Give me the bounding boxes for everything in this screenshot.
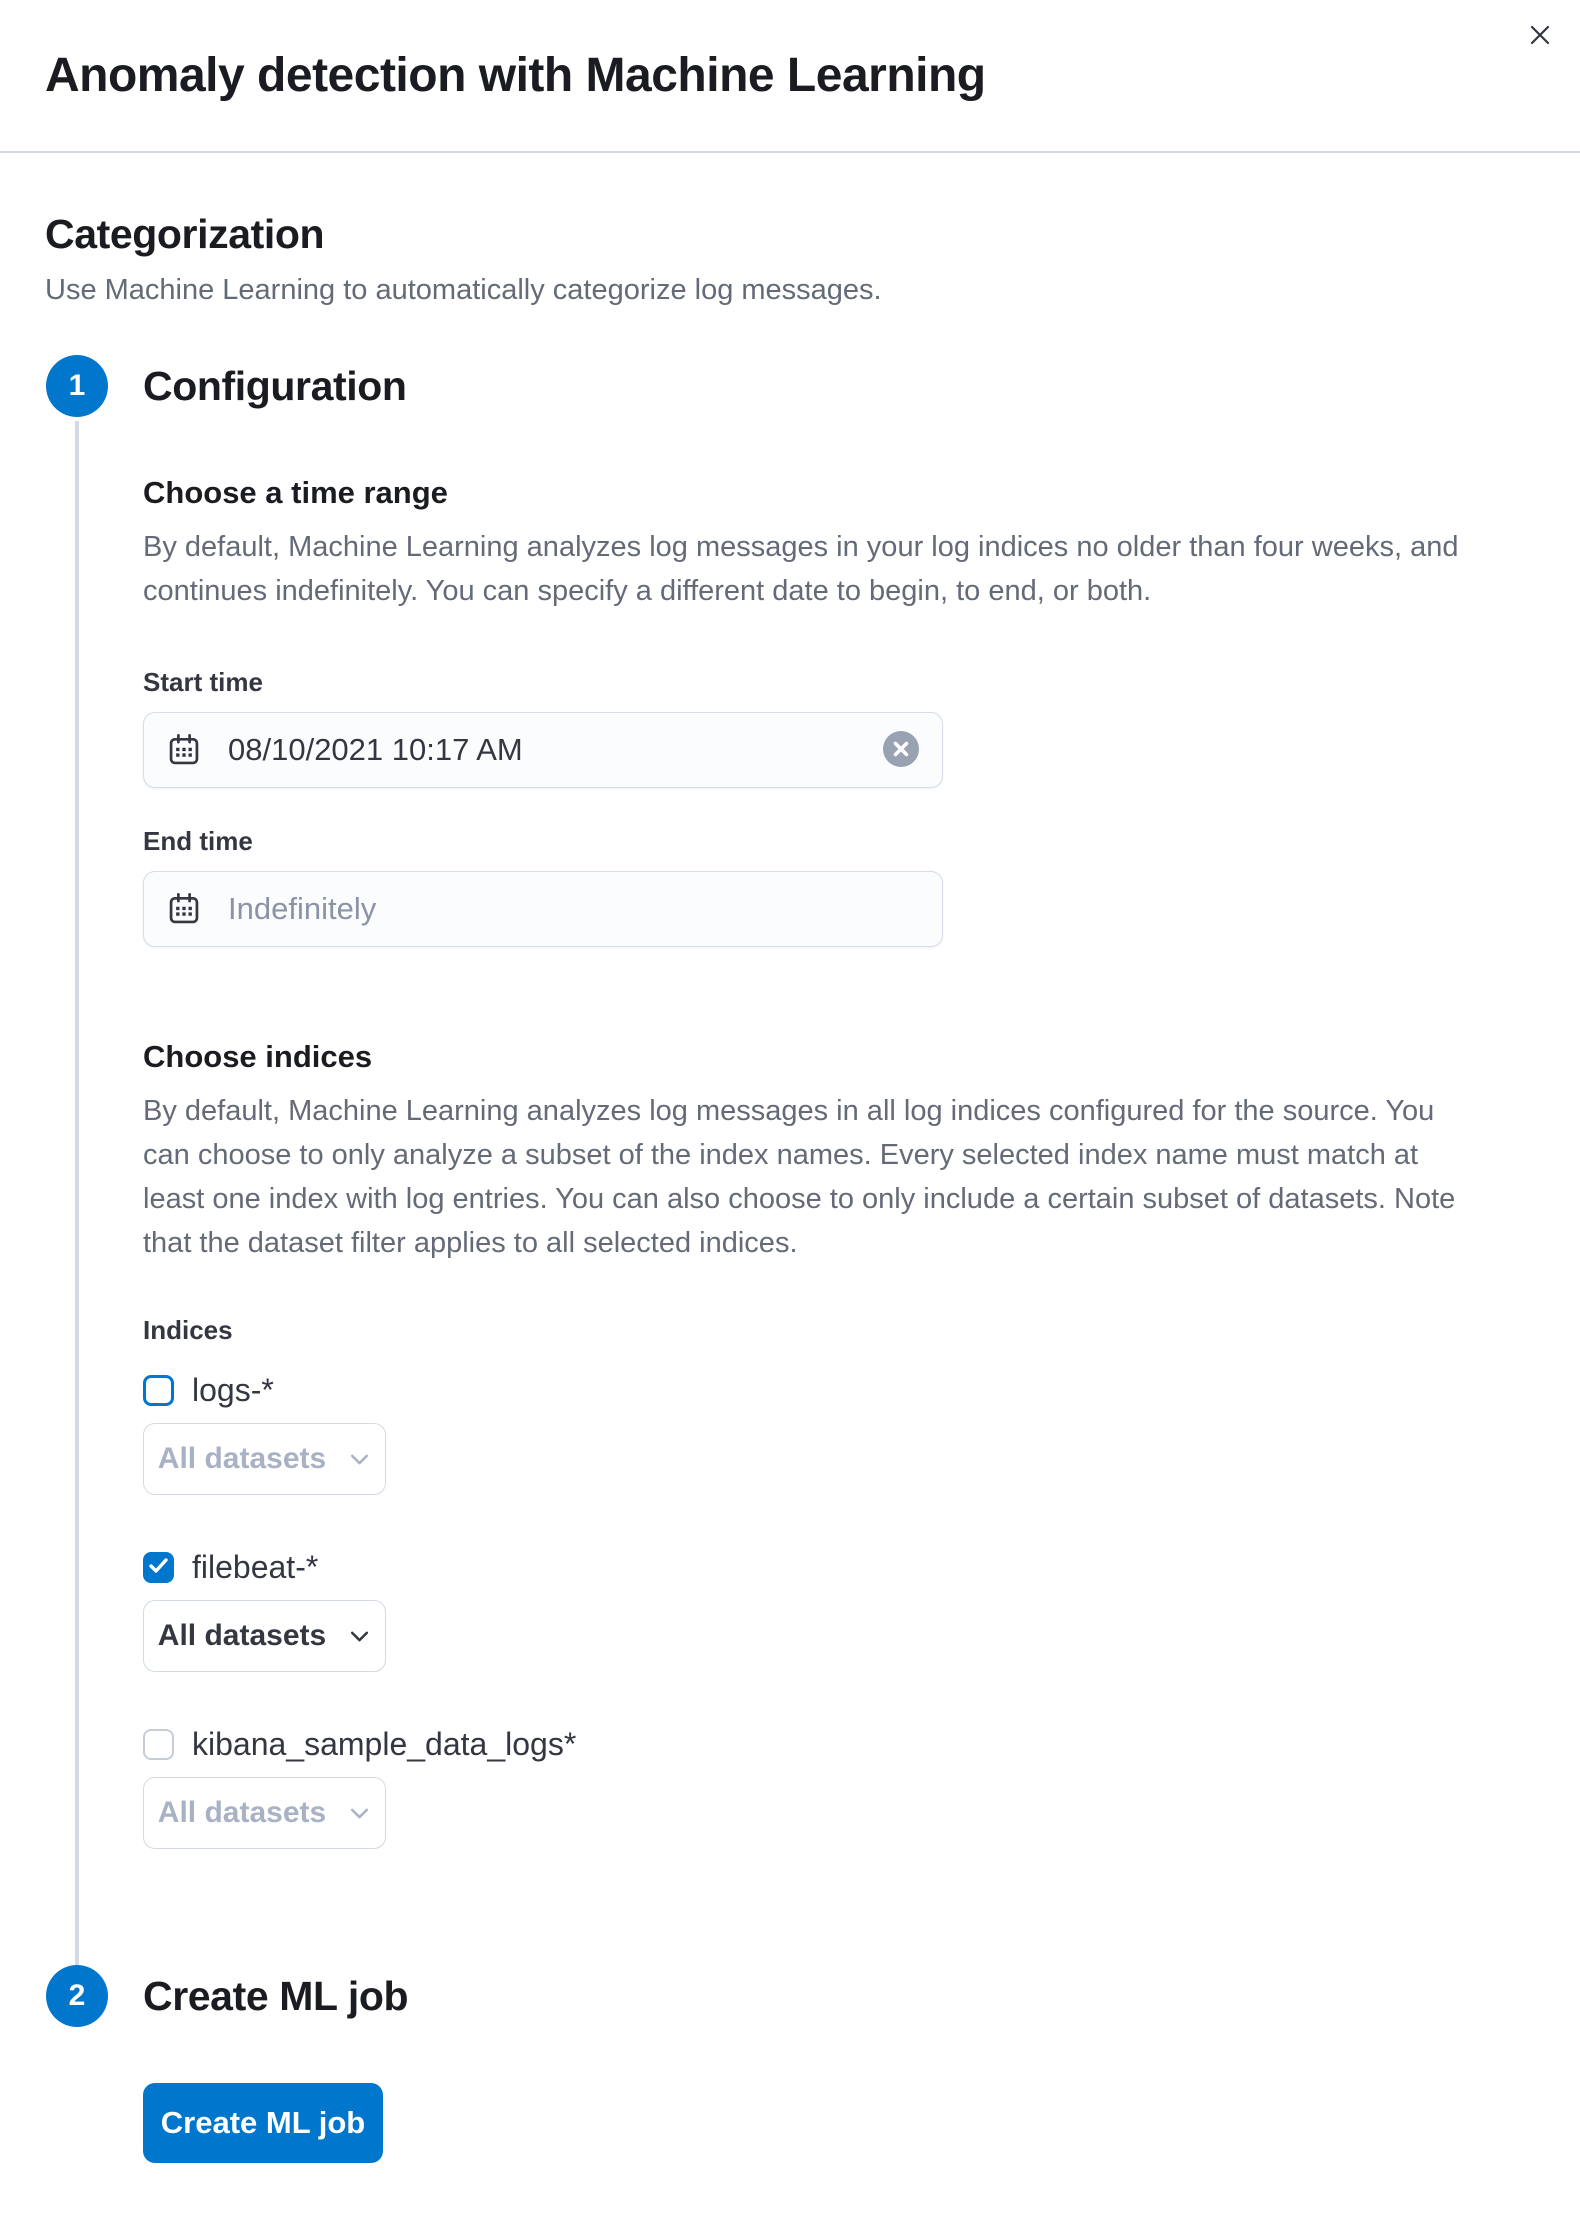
choose-indices-heading: Choose indices — [143, 1039, 373, 1074]
step-1-badge: 1 — [46, 355, 108, 417]
end-time-label: End time — [143, 826, 253, 856]
end-time-group — [143, 826, 1535, 947]
index-item-logs — [143, 1372, 1535, 1495]
step-rail — [45, 1965, 109, 2233]
time-range-description: By default, Machine Learning analyzes log messages in your log indices no older than four weeks, and continues indefinitely. You can specify a different date to begin, to end, or both. — [143, 531, 1459, 607]
steps-container — [45, 355, 1535, 2233]
chevron-down-icon — [348, 1448, 371, 1471]
start-time-label: Start time — [143, 667, 263, 697]
datasets-dropdown-filebeat[interactable]: All datasets — [143, 1600, 386, 1672]
check-icon — [145, 1552, 172, 1584]
time-range-heading: Choose a time range — [143, 475, 448, 510]
end-time-input[interactable] — [143, 871, 943, 947]
checkbox-filebeat-label[interactable]: filebeat-* — [192, 1549, 319, 1585]
indices-label: Indices — [143, 1315, 233, 1345]
clear-start-time-button[interactable] — [882, 731, 920, 769]
page-subtitle: Use Machine Learning to automatically categorize log messages. — [45, 274, 882, 306]
checkbox-logs[interactable] — [143, 1375, 174, 1406]
checkbox-kibana-sample[interactable] — [143, 1729, 174, 1760]
index-item-filebeat — [143, 1549, 1535, 1672]
modal-title: Anomaly detection with Machine Learning — [45, 49, 986, 102]
close-button[interactable] — [1518, 14, 1562, 58]
step-configuration — [45, 355, 1535, 1965]
time-range-section — [143, 475, 1535, 947]
checkbox-kibana-sample-label[interactable]: kibana_sample_data_logs* — [192, 1726, 577, 1762]
step-1-title: Configuration — [143, 363, 407, 409]
step-create-ml-job — [45, 1965, 1535, 2233]
close-icon — [1524, 19, 1556, 54]
start-time-group — [143, 667, 1535, 788]
modal-header — [0, 0, 1580, 153]
checkbox-filebeat[interactable] — [143, 1552, 174, 1583]
datasets-dropdown-kibana-sample: All datasets — [143, 1777, 386, 1849]
checkbox-logs-label[interactable]: logs-* — [192, 1372, 274, 1408]
datasets-dropdown-logs: All datasets — [143, 1423, 386, 1495]
step-rail — [45, 355, 109, 1965]
start-time-input[interactable] — [143, 712, 943, 788]
end-time-placeholder: Indefinitely — [228, 891, 377, 926]
step-2-title: Create ML job — [143, 1973, 409, 2019]
step-2-badge: 2 — [46, 1965, 108, 2027]
index-item-kibana-sample — [143, 1726, 1535, 1849]
chevron-down-icon — [348, 1802, 371, 1825]
step-connector-line — [75, 421, 79, 1965]
create-ml-job-button[interactable]: Create ML job — [143, 2083, 383, 2163]
calendar-icon — [166, 891, 202, 927]
choose-indices-description: By default, Machine Learning analyzes log messages in all log indices configured for the source. You can choose to only analyze a subset of the index names. Every selected index name must match at least one index with log entries. You can also choose to only include a certain subset of datasets. Note that the dataset filter applies to all selected indices. — [143, 1095, 1456, 1259]
page-title: Categorization — [45, 211, 325, 257]
choose-indices-section — [143, 1039, 1535, 1965]
start-time-value: 08/10/2021 10:17 AM — [228, 732, 523, 767]
clear-icon — [882, 730, 920, 771]
chevron-down-icon — [348, 1625, 371, 1648]
calendar-icon — [166, 732, 202, 768]
